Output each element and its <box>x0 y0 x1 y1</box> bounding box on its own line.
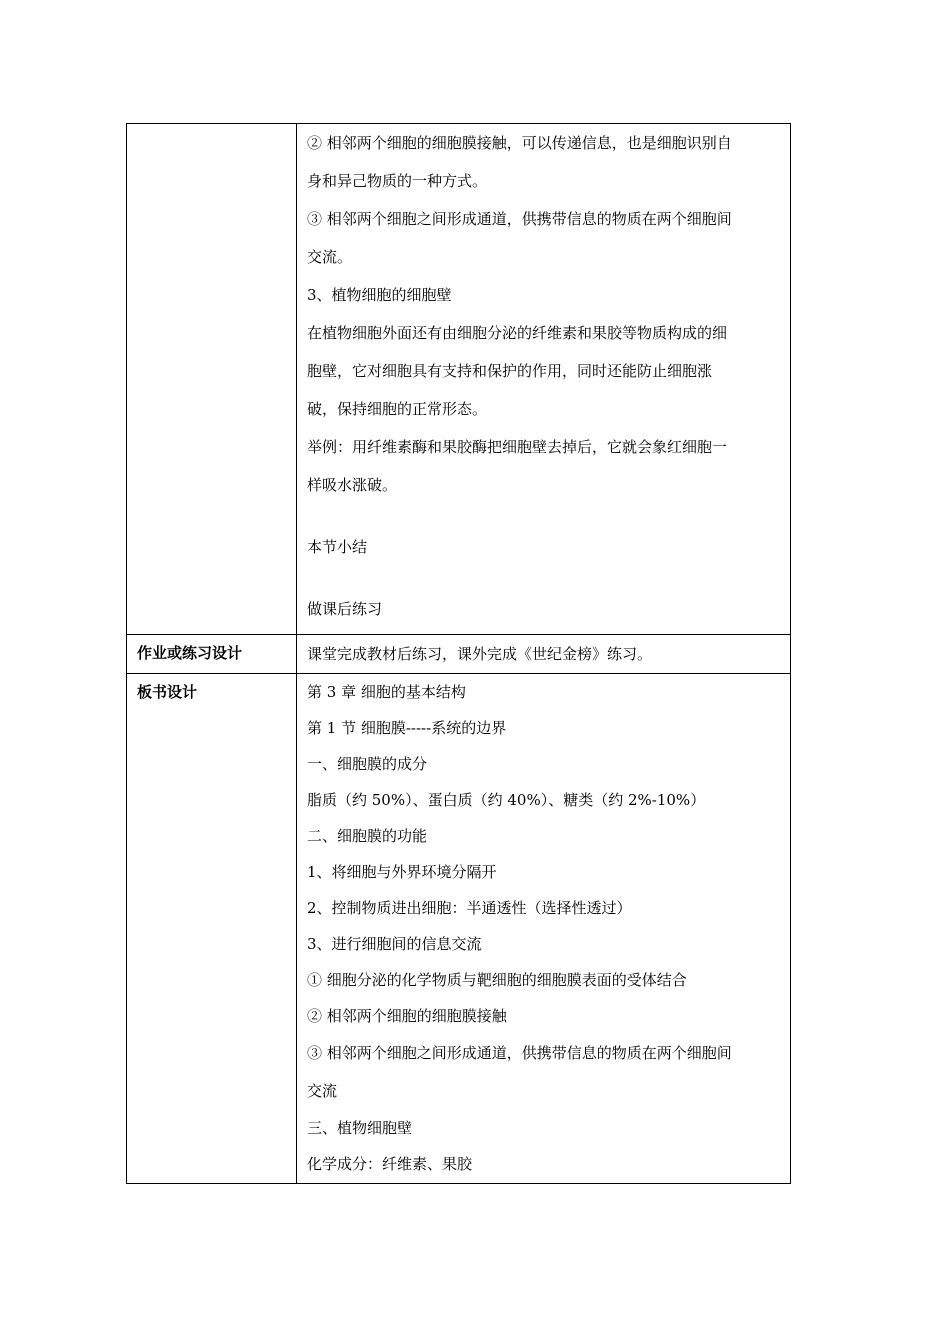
section-summary-line: 本节小结 <box>307 538 368 556</box>
content-line: ③ 相邻两个细胞之间形成通道，供携带信息的物质在两个细胞间 <box>307 210 732 228</box>
content-line: 三、植物细胞壁 <box>307 1119 413 1137</box>
content-line: ② 相邻两个细胞的细胞膜接触 <box>307 1007 507 1025</box>
content-line: 3、植物细胞的细胞壁 <box>307 286 452 304</box>
row-label-empty <box>127 124 297 635</box>
content-line: 破，保持细胞的正常形态。 <box>307 400 488 418</box>
content-line: 1、将细胞与外界环境分隔开 <box>307 863 497 881</box>
blackboard-design-cell <box>297 674 791 1184</box>
blank-space <box>307 566 784 590</box>
row-label-homework: 作业或练习设计 <box>127 635 297 674</box>
content-line: 2、控制物质进出细胞：半通透性（选择性透过） <box>307 899 632 917</box>
teaching-process-cell <box>297 124 791 635</box>
content-line: 第 1 节 细胞膜-----系统的边界 <box>307 719 507 737</box>
content-line: 交流 <box>307 1082 338 1100</box>
content-line: 胞壁，它对细胞具有支持和保护的作用，同时还能防止细胞涨 <box>307 362 713 380</box>
blank-space <box>307 504 784 528</box>
row-label-blackboard: 板书设计 <box>127 674 297 1184</box>
content-line: ③ 相邻两个细胞之间形成通道，供携带信息的物质在两个细胞间 <box>307 1044 732 1062</box>
content-line: 3、进行细胞间的信息交流 <box>307 935 482 953</box>
content-line: 脂质（约 50%）、蛋白质（约 40%）、糖类（约 2%-10%） <box>307 791 706 809</box>
homework-line: 做课后练习 <box>307 600 383 618</box>
content-line: 第 3 章 细胞的基本结构 <box>307 683 466 701</box>
content-line: 交流。 <box>307 248 353 266</box>
content-line: 身和异己物质的一种方式。 <box>307 172 488 190</box>
content-line: 化学成分：纤维素、果胶 <box>307 1155 473 1173</box>
content-line: 二、细胞膜的功能 <box>307 827 428 845</box>
table-row <box>127 124 791 635</box>
homework-design-cell <box>297 635 791 674</box>
content-line: 在植物细胞外面还有由细胞分泌的纤维素和果胶等物质构成的细 <box>307 324 728 342</box>
content-line: ① 细胞分泌的化学物质与靶细胞的细胞膜表面的受体结合 <box>307 971 687 989</box>
content-line: 样吸水涨破。 <box>307 476 398 494</box>
content-line: 一、细胞膜的成分 <box>307 755 428 773</box>
table-row <box>127 635 791 674</box>
content-line: 举例：用纤维素酶和果胶酶把细胞壁去掉后，它就会象红细胞一 <box>307 438 728 456</box>
content-line: 课堂完成教材后练习，课外完成《世纪金榜》练习。 <box>307 645 653 663</box>
lesson-plan-table <box>126 123 791 1184</box>
table-row <box>127 674 791 1184</box>
content-line: ② 相邻两个细胞的细胞膜接触，可以传递信息，也是细胞识别自 <box>307 134 732 152</box>
